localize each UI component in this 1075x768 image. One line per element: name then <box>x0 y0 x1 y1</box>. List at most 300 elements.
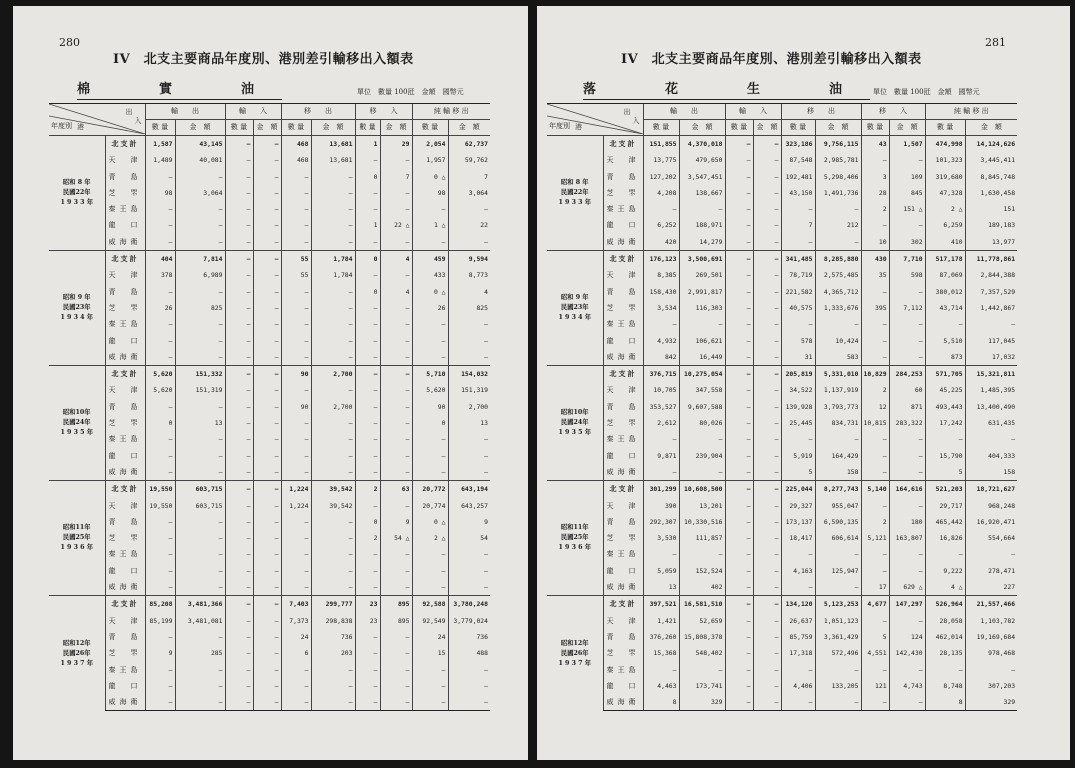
value-cell: — <box>448 234 490 251</box>
value-cell: — <box>753 530 781 546</box>
value-cell: 603,715 <box>175 481 225 498</box>
value-cell: 299,777 <box>311 596 355 613</box>
year-label: 1 9 3 7 年 <box>558 659 592 667</box>
year-label: 1 9 3 5 年 <box>558 429 592 437</box>
value-cell: 554,664 <box>965 530 1017 546</box>
quantity-header: 數 量 <box>643 120 679 136</box>
port-name: 秦王島 <box>603 431 643 447</box>
value-cell: 26 <box>412 300 448 316</box>
value-cell: 845 <box>889 185 925 201</box>
corner-label-out: 出 <box>125 108 133 116</box>
value-cell: — <box>889 464 925 481</box>
value-cell: — <box>355 546 380 562</box>
value-cell: — <box>253 201 281 217</box>
value-cell: — <box>311 316 355 332</box>
value-cell: — <box>145 201 175 217</box>
value-cell: — <box>753 366 781 383</box>
value-cell: — <box>861 613 889 629</box>
port-name: 龍 口 <box>603 333 643 349</box>
value-cell: — <box>175 201 225 217</box>
value-cell: — <box>753 415 781 431</box>
value-cell: — <box>412 448 448 464</box>
value-cell: — <box>725 662 753 678</box>
table-row <box>49 464 490 481</box>
value-cell: 5,620 <box>145 382 175 398</box>
value-cell: 8,285,880 <box>815 251 861 268</box>
value-cell: — <box>815 662 861 678</box>
value-cell: 5,123,253 <box>815 596 861 613</box>
year-label: 1 9 3 6 年 <box>60 544 94 552</box>
port-name: 龍 口 <box>105 448 145 464</box>
value-cell: 978,468 <box>965 645 1017 661</box>
value-cell: 5 <box>925 464 965 481</box>
value-cell: — <box>725 382 753 398</box>
year-label: 民國22年 <box>62 189 91 197</box>
value-cell: — <box>281 662 311 678</box>
value-cell: 404,333 <box>965 448 1017 464</box>
value-cell: — <box>253 169 281 185</box>
port-name: 秦王島 <box>603 316 643 332</box>
table-row <box>49 201 490 217</box>
value-cell: — <box>225 645 253 661</box>
value-cell: 0 <box>355 169 380 185</box>
value-cell: — <box>311 349 355 366</box>
value-cell: 13 <box>448 415 490 431</box>
value-cell: — <box>281 431 311 447</box>
value-cell: — <box>253 300 281 316</box>
value-cell: — <box>925 316 965 332</box>
value-cell: — <box>861 316 889 332</box>
value-cell: — <box>725 333 753 349</box>
value-cell: — <box>380 267 412 283</box>
value-cell: — <box>175 530 225 546</box>
table-row <box>547 251 1017 268</box>
port-name: 威海衛 <box>105 234 145 251</box>
value-cell: 2,700 <box>311 366 355 383</box>
value-cell: — <box>145 546 175 562</box>
value-cell: — <box>380 399 412 415</box>
port-name: 北支計 <box>603 251 643 268</box>
value-cell: — <box>311 169 355 185</box>
value-cell: 15,790 <box>925 448 965 464</box>
value-cell: 9,222 <box>925 563 965 579</box>
value-cell: — <box>889 316 925 332</box>
value-cell: 302 <box>889 234 925 251</box>
value-cell: — <box>380 629 412 645</box>
value-cell: — <box>175 514 225 530</box>
value-cell: — <box>643 201 679 217</box>
value-cell: 7,814 <box>175 251 225 268</box>
value-cell: — <box>725 464 753 481</box>
value-cell: — <box>225 563 253 579</box>
value-cell: 10,815 <box>861 415 889 431</box>
value-cell: — <box>281 464 311 481</box>
value-cell: — <box>889 349 925 366</box>
amount-header: 金 額 <box>380 120 412 136</box>
value-cell: — <box>679 316 725 332</box>
value-cell: 106,621 <box>679 333 725 349</box>
value-cell: — <box>725 234 753 251</box>
value-cell: — <box>412 662 448 678</box>
value-cell: — <box>753 613 781 629</box>
value-cell: — <box>889 694 925 711</box>
value-cell: — <box>643 316 679 332</box>
value-cell: 15,321,811 <box>965 366 1017 383</box>
value-cell: 402 <box>679 579 725 596</box>
value-cell: 43,150 <box>781 185 815 201</box>
value-cell: — <box>753 217 781 233</box>
value-cell: 125,947 <box>815 563 861 579</box>
value-cell: 158 <box>965 464 1017 481</box>
value-cell: — <box>753 629 781 645</box>
value-cell: 158,430 <box>643 284 679 300</box>
value-cell: 16,449 <box>679 349 725 366</box>
value-cell: — <box>225 415 253 431</box>
value-cell: — <box>725 678 753 694</box>
value-cell: — <box>889 284 925 300</box>
value-cell: — <box>753 498 781 514</box>
value-cell: 4,163 <box>781 563 815 579</box>
value-cell: — <box>380 382 412 398</box>
value-cell: 151 △ <box>889 201 925 217</box>
table-row <box>49 694 490 711</box>
value-cell: — <box>253 185 281 201</box>
value-cell: — <box>753 251 781 268</box>
port-name: 龍 口 <box>105 678 145 694</box>
value-cell: — <box>380 316 412 332</box>
port-name: 秦王島 <box>105 662 145 678</box>
port-name: 威海衛 <box>603 579 643 596</box>
port-name: 北支計 <box>105 481 145 498</box>
table-row <box>49 349 490 366</box>
value-cell: 78,719 <box>781 267 815 283</box>
value-cell: — <box>448 431 490 447</box>
value-cell: — <box>175 694 225 711</box>
value-cell: — <box>225 448 253 464</box>
value-cell: — <box>725 316 753 332</box>
value-cell: 85,199 <box>145 613 175 629</box>
value-cell: — <box>311 563 355 579</box>
table-row <box>547 267 1017 283</box>
value-cell: — <box>725 349 753 366</box>
value-cell: 87,069 <box>925 267 965 283</box>
value-cell: 3,534 <box>643 300 679 316</box>
value-cell: — <box>355 678 380 694</box>
value-cell: 22 △ <box>380 217 412 233</box>
value-cell: — <box>925 431 965 447</box>
corner-label-in: 入 <box>632 117 640 125</box>
year-cell <box>547 366 603 481</box>
value-cell: — <box>448 448 490 464</box>
value-cell: 736 <box>448 629 490 645</box>
value-cell: 1,957 <box>412 152 448 168</box>
value-cell: 517,178 <box>925 251 965 268</box>
value-cell: — <box>311 284 355 300</box>
value-cell: — <box>225 498 253 514</box>
port-name: 芝 罘 <box>603 530 643 546</box>
value-cell: 825 <box>448 300 490 316</box>
value-cell: — <box>815 431 861 447</box>
value-cell: 180 <box>889 514 925 530</box>
value-cell: — <box>448 201 490 217</box>
value-cell: — <box>725 217 753 233</box>
value-cell: — <box>448 546 490 562</box>
value-cell: 2,575,485 <box>815 267 861 283</box>
value-cell: — <box>281 382 311 398</box>
value-cell: — <box>815 201 861 217</box>
value-cell: 1,587 <box>145 136 175 153</box>
value-cell: — <box>815 234 861 251</box>
value-cell: — <box>225 596 253 613</box>
value-cell: 2,844,388 <box>965 267 1017 283</box>
value-cell: — <box>412 563 448 579</box>
value-cell: — <box>311 579 355 596</box>
quantity-header: 數 量 <box>281 120 311 136</box>
value-cell: — <box>145 563 175 579</box>
value-cell: — <box>679 662 725 678</box>
table-row <box>547 596 1017 613</box>
value-cell: 151,319 <box>448 382 490 398</box>
value-cell: 16,920,471 <box>965 514 1017 530</box>
value-cell: — <box>380 563 412 579</box>
value-cell: — <box>355 662 380 678</box>
table-row <box>547 662 1017 678</box>
value-cell: 43,145 <box>175 136 225 153</box>
value-cell: 0 △ <box>412 284 448 300</box>
value-cell: 298,838 <box>311 613 355 629</box>
value-cell: 873 <box>925 349 965 366</box>
table-row <box>49 152 490 168</box>
value-cell: 583 <box>815 349 861 366</box>
quantity-header: 數 量 <box>412 120 448 136</box>
value-cell: 2,985,781 <box>815 152 861 168</box>
value-cell: 8,845,748 <box>965 169 1017 185</box>
amount-header: 金 額 <box>965 120 1017 136</box>
value-cell: — <box>725 251 753 268</box>
port-name: 北支計 <box>603 366 643 383</box>
value-cell: — <box>380 185 412 201</box>
value-cell: — <box>311 300 355 316</box>
quantity-header: 數 量 <box>355 120 380 136</box>
value-cell: 29,327 <box>781 498 815 514</box>
value-cell: 5 <box>781 464 815 481</box>
value-cell: — <box>781 234 815 251</box>
value-cell: 98 <box>145 185 175 201</box>
value-cell: 307,203 <box>965 678 1017 694</box>
value-cell: — <box>412 464 448 481</box>
value-cell: 9,607,588 <box>679 399 725 415</box>
value-cell: 5,620 <box>412 382 448 398</box>
year-label: 民國25年 <box>62 534 91 542</box>
value-cell: 164,616 <box>889 481 925 498</box>
value-cell: 10,608,500 <box>679 481 725 498</box>
value-cell: — <box>861 349 889 366</box>
year-label: 民國24年 <box>62 419 91 427</box>
value-cell: — <box>753 267 781 283</box>
value-cell: 4,208 <box>643 185 679 201</box>
value-cell: — <box>380 464 412 481</box>
value-cell: — <box>253 234 281 251</box>
value-cell: — <box>643 546 679 562</box>
value-cell: 4,932 <box>643 333 679 349</box>
value-cell: — <box>753 563 781 579</box>
value-cell: — <box>355 316 380 332</box>
value-cell: 2 △ <box>925 201 965 217</box>
value-cell: — <box>753 399 781 415</box>
value-cell: — <box>725 300 753 316</box>
value-cell: 1,421 <box>643 613 679 629</box>
value-cell: — <box>311 530 355 546</box>
value-cell: — <box>679 201 725 217</box>
value-cell: 227 <box>965 579 1017 596</box>
value-cell: — <box>889 563 925 579</box>
value-cell: — <box>145 234 175 251</box>
value-cell: 2,700 <box>448 399 490 415</box>
value-cell: — <box>753 546 781 562</box>
value-cell: — <box>225 152 253 168</box>
value-cell: — <box>253 629 281 645</box>
value-cell: — <box>225 251 253 268</box>
value-cell: — <box>725 629 753 645</box>
value-cell: — <box>448 316 490 332</box>
value-cell: 736 <box>311 629 355 645</box>
port-name: 天 津 <box>603 382 643 398</box>
value-cell: 26,637 <box>781 613 815 629</box>
value-cell: 459 <box>412 251 448 268</box>
value-cell: — <box>861 546 889 562</box>
table-row <box>547 481 1017 498</box>
value-cell: 17,318 <box>781 645 815 661</box>
value-cell: 420 <box>643 234 679 251</box>
year-label: 民國25年 <box>560 534 589 542</box>
group-header: 移 入 <box>861 104 925 120</box>
value-cell: — <box>175 431 225 447</box>
table-row <box>49 498 490 514</box>
table-row <box>547 284 1017 300</box>
value-cell: — <box>225 300 253 316</box>
value-cell: — <box>725 448 753 464</box>
table-row <box>49 316 490 332</box>
value-cell: 598 <box>889 267 925 283</box>
value-cell: — <box>225 136 253 153</box>
value-cell: — <box>253 399 281 415</box>
port-name: 北支計 <box>603 481 643 498</box>
group-header: 輸 出 <box>145 104 225 120</box>
value-cell: 151 <box>965 201 1017 217</box>
value-cell: — <box>355 382 380 398</box>
table-row <box>547 136 1017 153</box>
table-row <box>49 382 490 398</box>
value-cell: — <box>253 333 281 349</box>
value-cell: 139,928 <box>781 399 815 415</box>
units-note: 單位 數量 100瓩 金額 國幣元 <box>357 88 464 96</box>
value-cell: 1,507 <box>889 136 925 153</box>
value-cell: 269,501 <box>679 267 725 283</box>
value-cell: 278,471 <box>965 563 1017 579</box>
year-label: 民國23年 <box>62 304 91 312</box>
value-cell: — <box>753 349 781 366</box>
value-cell: — <box>679 546 725 562</box>
value-cell: 24 <box>281 629 311 645</box>
value-cell: 13,775 <box>643 152 679 168</box>
port-name: 青 島 <box>603 169 643 185</box>
value-cell: — <box>225 514 253 530</box>
value-cell: — <box>753 382 781 398</box>
value-cell: — <box>725 284 753 300</box>
value-cell: 40,081 <box>175 152 225 168</box>
table-row <box>49 136 490 153</box>
value-cell: — <box>145 284 175 300</box>
corner-label-in: 入 <box>134 117 142 125</box>
port-name: 秦王島 <box>603 546 643 562</box>
value-cell: — <box>753 645 781 661</box>
value-cell: 6,252 <box>643 217 679 233</box>
value-cell: 158 <box>815 464 861 481</box>
value-cell: — <box>145 333 175 349</box>
value-cell: — <box>311 185 355 201</box>
value-cell: — <box>175 662 225 678</box>
value-cell: — <box>725 579 753 596</box>
value-cell: — <box>175 284 225 300</box>
value-cell: 1,051,123 <box>815 613 861 629</box>
value-cell: — <box>753 431 781 447</box>
value-cell: — <box>145 514 175 530</box>
table-row <box>49 234 490 251</box>
value-cell: 1,224 <box>281 481 311 498</box>
value-cell: 1,224 <box>281 498 311 514</box>
value-cell: — <box>725 399 753 415</box>
value-cell: — <box>225 382 253 398</box>
amount-header: 金 額 <box>448 120 490 136</box>
value-cell: — <box>281 185 311 201</box>
value-cell: 23 <box>355 613 380 629</box>
value-cell: 8,748 <box>925 678 965 694</box>
value-cell: 10,705 <box>643 382 679 398</box>
value-cell: — <box>861 464 889 481</box>
value-cell: — <box>281 333 311 349</box>
value-cell: — <box>925 546 965 562</box>
quantity-header: 數 量 <box>781 120 815 136</box>
value-cell: 52,659 <box>679 613 725 629</box>
value-cell: — <box>725 415 753 431</box>
value-cell: — <box>225 284 253 300</box>
port-name: 芝 罘 <box>603 185 643 201</box>
value-cell: — <box>380 234 412 251</box>
value-cell: 347,558 <box>679 382 725 398</box>
value-cell: 521,203 <box>925 481 965 498</box>
value-cell: 9 <box>448 514 490 530</box>
value-cell: — <box>889 662 925 678</box>
value-cell: — <box>253 596 281 613</box>
value-cell: — <box>781 579 815 596</box>
value-cell: — <box>355 399 380 415</box>
value-cell: — <box>753 678 781 694</box>
amount-header: 金 額 <box>311 120 355 136</box>
port-name: 青 島 <box>105 399 145 415</box>
table-row <box>547 169 1017 185</box>
value-cell: 1,489 <box>145 152 175 168</box>
value-cell: 116,303 <box>679 300 725 316</box>
value-cell: 19,550 <box>145 498 175 514</box>
value-cell: 9,756,115 <box>815 136 861 153</box>
table-row <box>547 530 1017 546</box>
value-cell: — <box>355 645 380 661</box>
value-cell: — <box>225 629 253 645</box>
table-row <box>49 217 490 233</box>
value-cell: — <box>753 333 781 349</box>
value-cell: — <box>175 678 225 694</box>
value-cell: 7,710 <box>889 251 925 268</box>
